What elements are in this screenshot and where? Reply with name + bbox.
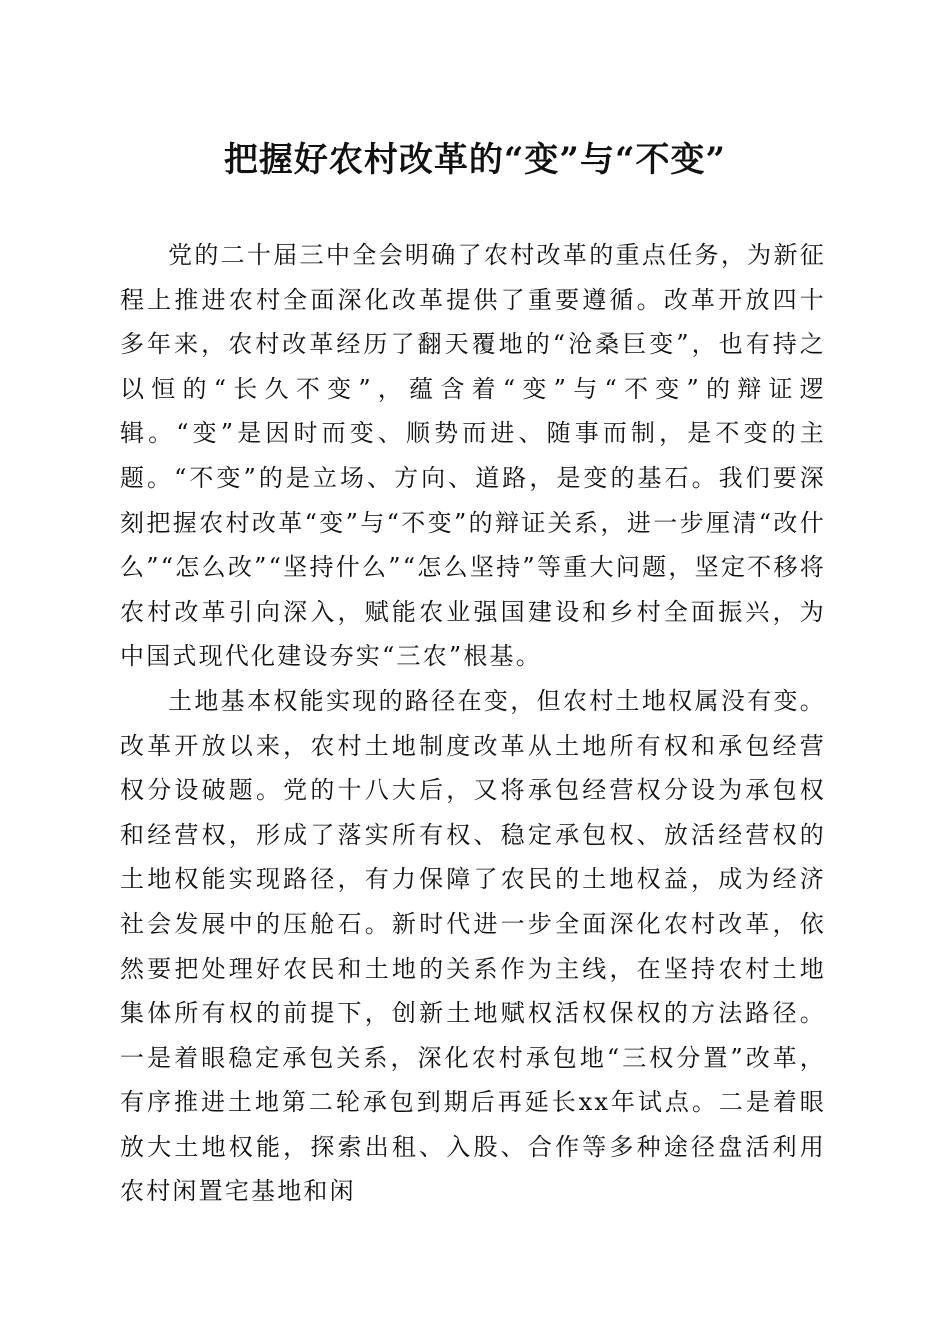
- paragraph-land-rights: 土地基本权能实现的路径在变，但农村土地权属没有变。改革开放以来，农村土地制度改革从土地所有权和承包经营权分设破题。党的十八大后，又将承包经营权分设为承包权和经营权，形成了落实所有权、稳定承包权、放活经营权的土地权能实现路径，有力保障了农民的土地权益，成为经济社会发展中的压舱石。新时代进一步全面深化农村改革，依然要把处理好农民和土地的关系作为主线，在坚持农村土地集体所有权的前提下，创新土地赋权活权保权的方法路径。一是着眼稳定承包关系，深化农村承包地“三权分置”改革，有序推进土地第二轮承包到期后再延长xx年试点。二是着眼放大土地权能，探索出租、入股、合作等多种途径盘活利用农村闲置宅基地和闲: [120, 686, 826, 1206]
- paragraph-intro: 党的二十届三中全会明确了农村改革的重点任务，为新征程上推进农村全面深化改革提供了重要遵循。改革开放四十多年来，农村改革经历了翻天覆地的“沧桑巨变”，也有持之以恒的“长久不变”，蕴含着“变”与“不变”的辩证逻辑。“变”是因时而变、顺势而进、随事而制，是不变的主题。“不变”的是立场、方向、道路，是变的基石。我们要深刻把握农村改革“变”与“不变”的辩证关系，进一步厘清“改什么”“怎么改”“坚持什么”“怎么坚持”等重大问题，坚定不移将农村改革引向深入，赋能农业强国建设和乡村全面振兴，为中国式现代化建设夯实“三农”根基。: [120, 241, 826, 671]
- document-body: [120, 233, 826, 1214]
- document-title: 把握好农村改革的“变”与“不变”: [223, 140, 727, 180]
